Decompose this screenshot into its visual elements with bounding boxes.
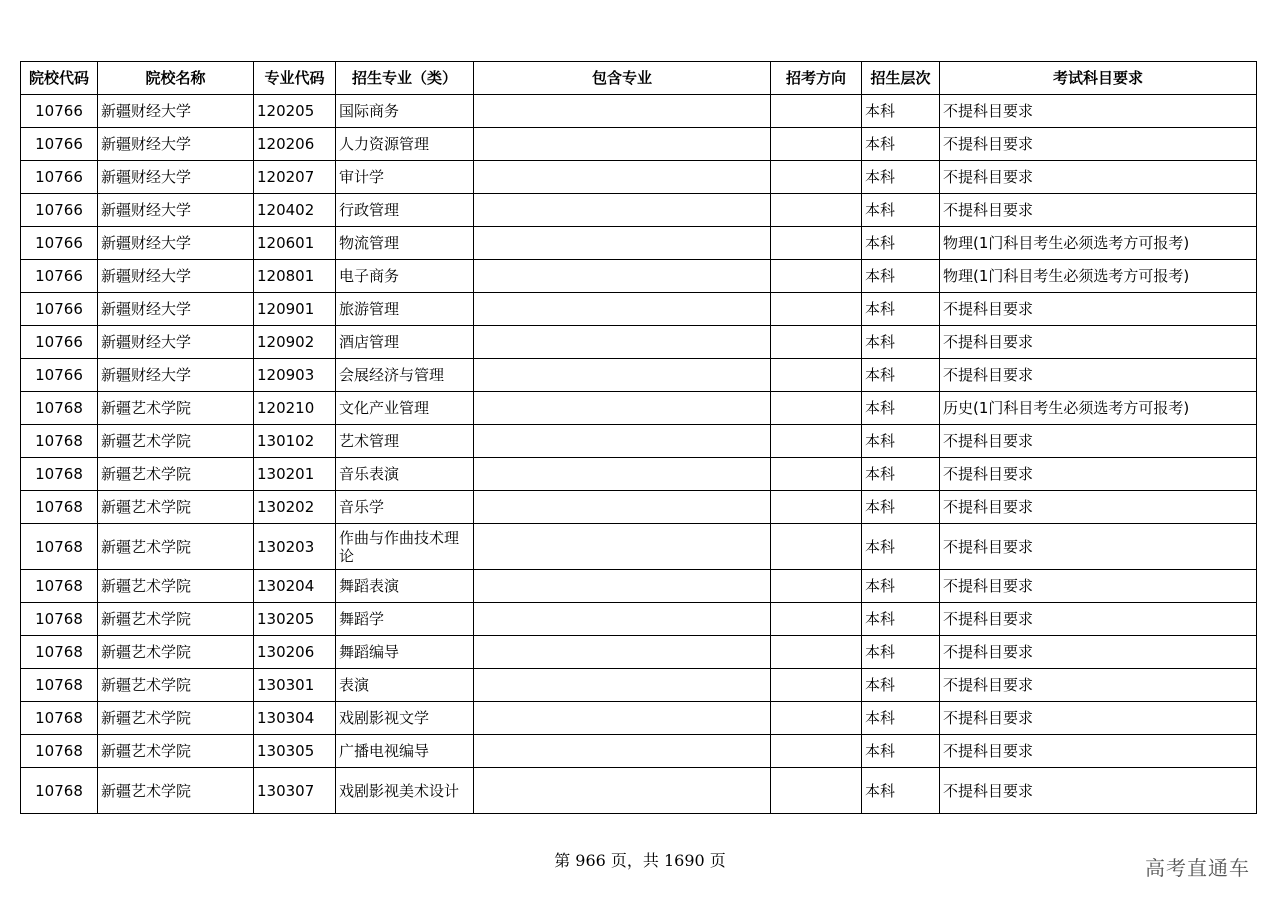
major-label: 舞蹈编导 — [339, 643, 400, 661]
cell-major-code: 120902 — [254, 326, 336, 359]
cell-major — [336, 702, 474, 735]
cell-subject-requirement: 不提科目要求 — [940, 570, 1257, 603]
cell-direction — [771, 260, 862, 293]
cell-included-majors — [474, 260, 771, 293]
cell-major-code: 130203 — [254, 524, 336, 570]
cell-level: 本科 — [862, 768, 940, 814]
cell-direction — [771, 359, 862, 392]
cell-school-code: 10766 — [21, 161, 98, 194]
table-body — [21, 95, 1257, 814]
cell-subject-requirement: 不提科目要求 — [940, 768, 1257, 814]
cell-major — [336, 425, 474, 458]
table-row — [21, 702, 1257, 735]
table-row — [21, 570, 1257, 603]
cell-included-majors — [474, 636, 771, 669]
cell-direction — [771, 603, 862, 636]
cell-school-name: 新疆艺术学院 — [98, 768, 254, 814]
cell-school-name: 新疆艺术学院 — [98, 425, 254, 458]
page-number: 第 966 页，共 1690 页 — [554, 851, 726, 870]
cell-subject-requirement: 不提科目要求 — [940, 326, 1257, 359]
header-subject-requirement: 考试科目要求 — [940, 62, 1257, 95]
cell-school-name: 新疆财经大学 — [98, 161, 254, 194]
cell-school-code: 10768 — [21, 392, 98, 425]
cell-included-majors — [474, 768, 771, 814]
table-row — [21, 636, 1257, 669]
cell-school-code: 10766 — [21, 194, 98, 227]
cell-school-name: 新疆艺术学院 — [98, 491, 254, 524]
cell-subject-requirement: 不提科目要求 — [940, 669, 1257, 702]
cell-level: 本科 — [862, 491, 940, 524]
table-row — [21, 95, 1257, 128]
cell-major-code: 130305 — [254, 735, 336, 768]
cell-level: 本科 — [862, 603, 940, 636]
cell-included-majors — [474, 359, 771, 392]
cell-subject-requirement: 不提科目要求 — [940, 128, 1257, 161]
header-level: 招生层次 — [862, 62, 940, 95]
major-label: 戏剧影视文学 — [339, 709, 430, 727]
table-row — [21, 161, 1257, 194]
major-label: 舞蹈学 — [339, 610, 385, 628]
cell-direction — [771, 524, 862, 570]
cell-major-code: 120206 — [254, 128, 336, 161]
cell-major — [336, 326, 474, 359]
cell-included-majors — [474, 425, 771, 458]
cell-school-name: 新疆艺术学院 — [98, 392, 254, 425]
cell-major — [336, 458, 474, 491]
cell-major — [336, 570, 474, 603]
cell-school-name: 新疆财经大学 — [98, 128, 254, 161]
table-row — [21, 524, 1257, 570]
major-label: 广播电视编导 — [339, 742, 430, 760]
cell-level: 本科 — [862, 227, 940, 260]
cell-direction — [771, 392, 862, 425]
cell-major-code: 120601 — [254, 227, 336, 260]
cell-included-majors — [474, 603, 771, 636]
major-label: 音乐表演 — [339, 465, 400, 483]
cell-included-majors — [474, 293, 771, 326]
cell-level: 本科 — [862, 524, 940, 570]
major-label: 戏剧影视美术设计 — [339, 781, 460, 800]
cell-school-code: 10766 — [21, 359, 98, 392]
cell-school-code: 10768 — [21, 458, 98, 491]
cell-school-code: 10766 — [21, 293, 98, 326]
cell-direction — [771, 227, 862, 260]
cell-included-majors — [474, 570, 771, 603]
major-label: 旅游管理 — [339, 300, 400, 318]
cell-school-name: 新疆艺术学院 — [98, 735, 254, 768]
cell-major-code: 120903 — [254, 359, 336, 392]
cell-major — [336, 491, 474, 524]
cell-major-code: 130206 — [254, 636, 336, 669]
cell-major — [336, 227, 474, 260]
cell-included-majors — [474, 702, 771, 735]
cell-included-majors — [474, 128, 771, 161]
cell-direction — [771, 194, 862, 227]
cell-direction — [771, 702, 862, 735]
cell-level: 本科 — [862, 359, 940, 392]
admissions-table — [20, 61, 1257, 814]
cell-school-name: 新疆财经大学 — [98, 326, 254, 359]
cell-school-name: 新疆艺术学院 — [98, 702, 254, 735]
cell-subject-requirement: 不提科目要求 — [940, 735, 1257, 768]
cell-subject-requirement: 不提科目要求 — [940, 636, 1257, 669]
cell-major-code: 120205 — [254, 95, 336, 128]
major-label: 会展经济与管理 — [339, 366, 445, 384]
cell-direction — [771, 128, 862, 161]
cell-school-code: 10768 — [21, 425, 98, 458]
cell-major — [336, 260, 474, 293]
table-row — [21, 768, 1257, 814]
cell-direction — [771, 293, 862, 326]
cell-school-name: 新疆财经大学 — [98, 260, 254, 293]
cell-school-name: 新疆艺术学院 — [98, 636, 254, 669]
cell-school-code: 10766 — [21, 95, 98, 128]
cell-subject-requirement: 不提科目要求 — [940, 95, 1257, 128]
cell-subject-requirement: 不提科目要求 — [940, 194, 1257, 227]
cell-school-code: 10768 — [21, 669, 98, 702]
cell-included-majors — [474, 392, 771, 425]
cell-school-name: 新疆财经大学 — [98, 227, 254, 260]
cell-school-code: 10768 — [21, 524, 98, 570]
cell-school-name: 新疆财经大学 — [98, 95, 254, 128]
cell-major-code: 120210 — [254, 392, 336, 425]
cell-level: 本科 — [862, 669, 940, 702]
cell-subject-requirement: 不提科目要求 — [940, 458, 1257, 491]
header-direction: 招考方向 — [771, 62, 862, 95]
cell-direction — [771, 491, 862, 524]
cell-school-name: 新疆财经大学 — [98, 359, 254, 392]
cell-major-code: 120207 — [254, 161, 336, 194]
cell-level: 本科 — [862, 260, 940, 293]
cell-level: 本科 — [862, 425, 940, 458]
cell-included-majors — [474, 491, 771, 524]
cell-subject-requirement: 历史(1门科目考生必须选考方可报考) — [940, 392, 1257, 425]
table-row — [21, 603, 1257, 636]
table-row — [21, 326, 1257, 359]
cell-major — [336, 128, 474, 161]
cell-level: 本科 — [862, 128, 940, 161]
cell-included-majors — [474, 458, 771, 491]
major-label: 电子商务 — [339, 267, 400, 285]
cell-level: 本科 — [862, 458, 940, 491]
cell-subject-requirement: 不提科目要求 — [940, 425, 1257, 458]
cell-school-code: 10768 — [21, 603, 98, 636]
header-school-name: 院校名称 — [98, 62, 254, 95]
cell-level: 本科 — [862, 161, 940, 194]
cell-included-majors — [474, 735, 771, 768]
cell-direction — [771, 95, 862, 128]
cell-school-name: 新疆艺术学院 — [98, 603, 254, 636]
cell-major-code: 130304 — [254, 702, 336, 735]
cell-major — [336, 735, 474, 768]
table-row — [21, 392, 1257, 425]
header-major: 招生专业（类） — [336, 62, 474, 95]
table-row — [21, 194, 1257, 227]
header-school-code: 院校代码 — [21, 62, 98, 95]
cell-major — [336, 669, 474, 702]
major-label: 音乐学 — [339, 498, 385, 516]
cell-major-code: 120402 — [254, 194, 336, 227]
cell-direction — [771, 636, 862, 669]
cell-included-majors — [474, 524, 771, 570]
cell-level: 本科 — [862, 326, 940, 359]
cell-level: 本科 — [862, 570, 940, 603]
cell-school-code: 10766 — [21, 326, 98, 359]
cell-major — [336, 95, 474, 128]
header-included-majors: 包含专业 — [474, 62, 771, 95]
cell-major-code: 130204 — [254, 570, 336, 603]
cell-major-code: 130205 — [254, 603, 336, 636]
cell-included-majors — [474, 95, 771, 128]
cell-major-code: 130202 — [254, 491, 336, 524]
table-row — [21, 359, 1257, 392]
cell-major-code: 130102 — [254, 425, 336, 458]
cell-school-code: 10768 — [21, 491, 98, 524]
major-label: 行政管理 — [339, 201, 400, 219]
cell-direction — [771, 570, 862, 603]
cell-school-code: 10766 — [21, 260, 98, 293]
major-label: 表演 — [339, 676, 370, 694]
table-row — [21, 669, 1257, 702]
major-label: 审计学 — [339, 168, 385, 186]
cell-level: 本科 — [862, 194, 940, 227]
cell-included-majors — [474, 161, 771, 194]
cell-subject-requirement: 物理(1门科目考生必须选考方可报考) — [940, 227, 1257, 260]
cell-subject-requirement: 不提科目要求 — [940, 491, 1257, 524]
cell-subject-requirement: 不提科目要求 — [940, 293, 1257, 326]
cell-school-code: 10768 — [21, 768, 98, 814]
major-label: 舞蹈表演 — [339, 577, 400, 595]
cell-subject-requirement: 不提科目要求 — [940, 524, 1257, 570]
major-label: 文化产业管理 — [339, 399, 430, 417]
cell-major — [336, 161, 474, 194]
table-header-row — [21, 62, 1257, 95]
table-row — [21, 735, 1257, 768]
major-label: 作曲与作曲技术理论 — [339, 528, 460, 565]
cell-school-code: 10768 — [21, 702, 98, 735]
cell-subject-requirement: 不提科目要求 — [940, 359, 1257, 392]
cell-major-code: 130201 — [254, 458, 336, 491]
cell-major — [336, 768, 474, 814]
cell-school-name: 新疆艺术学院 — [98, 570, 254, 603]
cell-school-name: 新疆财经大学 — [98, 293, 254, 326]
cell-level: 本科 — [862, 636, 940, 669]
table-row — [21, 227, 1257, 260]
cell-subject-requirement: 不提科目要求 — [940, 603, 1257, 636]
cell-major — [336, 359, 474, 392]
table-row — [21, 458, 1257, 491]
cell-school-code: 10768 — [21, 735, 98, 768]
cell-level: 本科 — [862, 735, 940, 768]
cell-school-name: 新疆财经大学 — [98, 194, 254, 227]
cell-school-name: 新疆艺术学院 — [98, 524, 254, 570]
table-row — [21, 128, 1257, 161]
cell-subject-requirement: 物理(1门科目考生必须选考方可报考) — [940, 260, 1257, 293]
cell-major — [336, 636, 474, 669]
cell-school-name: 新疆艺术学院 — [98, 458, 254, 491]
table-row — [21, 260, 1257, 293]
table-row — [21, 293, 1257, 326]
cell-major — [336, 194, 474, 227]
cell-school-code: 10768 — [21, 570, 98, 603]
cell-major — [336, 524, 474, 570]
table-row — [21, 425, 1257, 458]
cell-major-code: 130301 — [254, 669, 336, 702]
header-major-code: 专业代码 — [254, 62, 336, 95]
major-label: 人力资源管理 — [339, 135, 430, 153]
cell-major — [336, 293, 474, 326]
major-label: 物流管理 — [339, 234, 400, 252]
major-label: 国际商务 — [339, 102, 400, 120]
cell-subject-requirement: 不提科目要求 — [940, 702, 1257, 735]
cell-level: 本科 — [862, 702, 940, 735]
cell-direction — [771, 669, 862, 702]
table-row — [21, 491, 1257, 524]
cell-direction — [771, 326, 862, 359]
cell-level: 本科 — [862, 293, 940, 326]
cell-major-code: 120901 — [254, 293, 336, 326]
cell-level: 本科 — [862, 95, 940, 128]
cell-direction — [771, 425, 862, 458]
cell-major-code: 130307 — [254, 768, 336, 814]
cell-school-code: 10768 — [21, 636, 98, 669]
cell-major — [336, 603, 474, 636]
cell-included-majors — [474, 669, 771, 702]
cell-level: 本科 — [862, 392, 940, 425]
cell-direction — [771, 768, 862, 814]
watermark-logo: 高考直通车 — [1145, 856, 1250, 880]
cell-subject-requirement: 不提科目要求 — [940, 161, 1257, 194]
cell-included-majors — [474, 194, 771, 227]
cell-direction — [771, 458, 862, 491]
cell-direction — [771, 161, 862, 194]
cell-school-code: 10766 — [21, 227, 98, 260]
cell-included-majors — [474, 227, 771, 260]
cell-included-majors — [474, 326, 771, 359]
major-label: 艺术管理 — [339, 432, 400, 450]
major-label: 酒店管理 — [339, 333, 400, 351]
cell-major-code: 120801 — [254, 260, 336, 293]
cell-direction — [771, 735, 862, 768]
cell-major — [336, 392, 474, 425]
cell-school-name: 新疆艺术学院 — [98, 669, 254, 702]
cell-school-code: 10766 — [21, 128, 98, 161]
